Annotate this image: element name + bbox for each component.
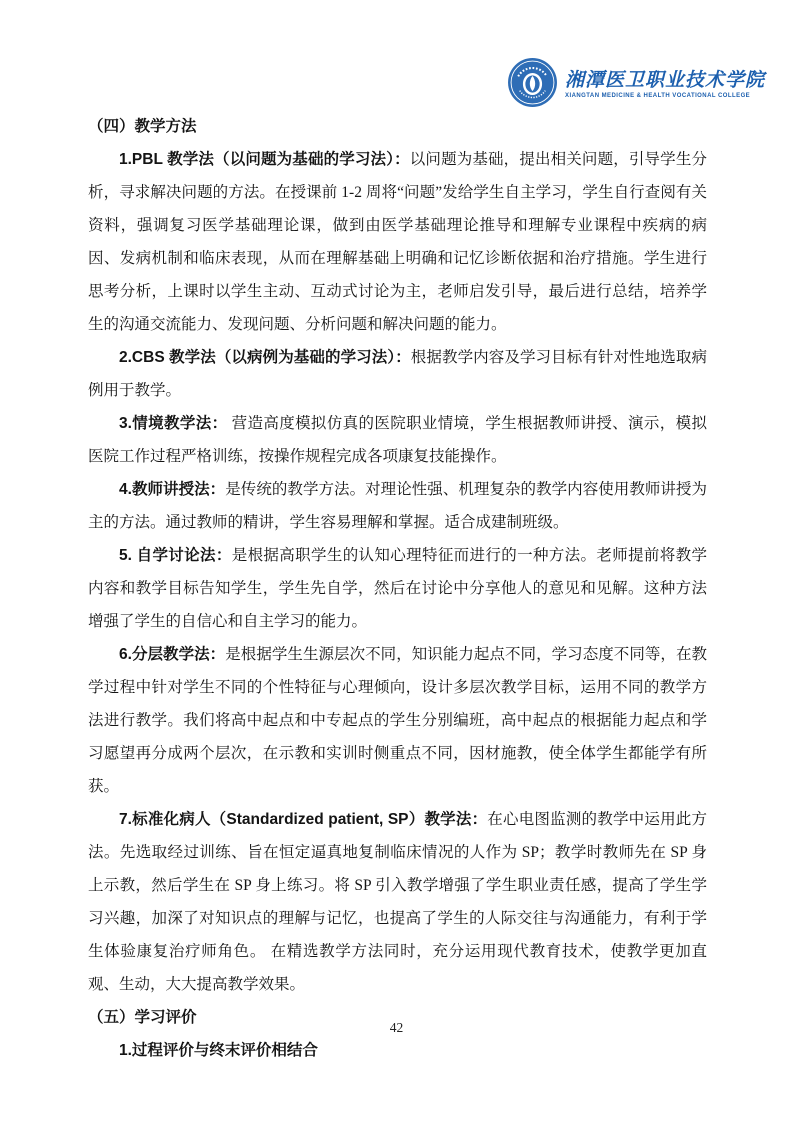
teaching-method-paragraph	[88, 539, 707, 638]
paragraph-label: 4.教师讲授法：	[119, 481, 226, 498]
college-name-block	[565, 71, 765, 99]
teaching-method-paragraph	[88, 803, 707, 1001]
college-emblem-icon	[507, 57, 558, 113]
section4-heading: （四）教学方法	[88, 118, 197, 135]
paragraph-label: 6.分层教学法：	[119, 646, 226, 663]
paragraph-label: 7.标准化病人（Standardized patient, SP）教学法：	[119, 811, 488, 828]
document-content	[88, 110, 707, 1067]
paragraph-label: 5. 自学讨论法：	[119, 547, 232, 564]
college-name-en: XIANGTAN MEDICINE & HEALTH VOCATIONAL COLLEGE	[565, 92, 751, 99]
paragraph-label: 1.PBL 教学法（以问题为基础的学习法）：	[119, 151, 410, 168]
teaching-method-paragraph	[88, 473, 707, 539]
section4-paragraphs	[88, 143, 707, 1001]
paragraph-text: 根据教学内容及学习目标有针对性地选取病例用于教学。	[88, 349, 707, 399]
teaching-method-paragraph	[88, 143, 707, 341]
teaching-method-paragraph	[88, 407, 707, 473]
paragraph-text: 营造高度模拟仿真的医院职业情境，学生根据教师讲授、演示，模拟医院工作过程严格训练，按操作规程完成各项康复技能操作。	[88, 415, 707, 465]
paragraph-label: 3.情境教学法：	[119, 415, 228, 432]
paragraph-text: 是根据高职学生的认知心理特征而进行的一种方法。老师提前将教学内容和教学目标告知学生，学生先自学，然后在讨论中分享他人的意见和见解。这种方法增强了学生的自信心和自主学习的能力。	[88, 547, 707, 630]
teaching-method-paragraph	[88, 638, 707, 803]
page-number: 42	[389, 1020, 404, 1035]
college-name-zh: 湘潭医卫职业技术学院	[565, 70, 766, 92]
paragraph-text: 是传统的教学方法。对理论性强、机理复杂的教学内容使用教师讲授为主的方法。通过教师的精讲，学生容易理解和掌握。适合成建制班级。	[88, 481, 707, 531]
college-logo	[507, 57, 765, 113]
paragraph-label: 2.CBS 教学法（以病例为基础的学习法）：	[119, 349, 411, 366]
section5-heading: （五）学习评价	[88, 1009, 197, 1026]
paragraph-text: 是根据学生生源层次不同，知识能力起点不同，学习态度不同等，在教学过程中针对学生不同的个性特征与心理倾向，设计多层次教学目标，运用不同的教学方法进行教学。我们将高中起点和中专起点的学生分别编班，高中起点的根据能力起点和学习愿望再分成两个层次，在示教和实训时侧重点不同，因材施教，使全体学生都能学有所获。	[88, 646, 707, 795]
teaching-method-paragraph	[88, 341, 707, 407]
paragraph-text: 在心电图监测的教学中运用此方法。先选取经过训练、旨在恒定逼真地复制临床情况的人作为 SP；教学时教师先在 SP 身上示教，然后学生在 SP 身上练习。将 SP 引入教学增强了学生职业责任感，提高了学生学习兴趣，加深了对知识点的理解与记忆，也提高了学生的人际交往与沟通能力，有利于学生体验康复治疗师角色。 在精选教学方法同时，充分运用现代教育技术，使教学更加直观、生动，大大提高教学效果。	[88, 811, 707, 993]
section5-item1: 1.过程评价与终末评价相结合	[119, 1042, 318, 1059]
paragraph-text: 以问题为基础，提出相关问题，引导学生分析，寻求解决问题的方法。在授课前 1-2 周将“问题”发给学生自主学习，学生自行查阅有关资料，强调复习医学基础理论课，做到由医学基础理论推导和理解专业课程中疾病的病因、发病机制和临床表现，从而在理解基础上明确和记忆诊断依据和治疗措施。学生进行思考分析，上课时以学生主动、互动式讨论为主，老师启发引导，最后进行总结，培养学生的沟通交流能力、发现问题、分析问题和解决问题的能力。	[88, 151, 707, 333]
